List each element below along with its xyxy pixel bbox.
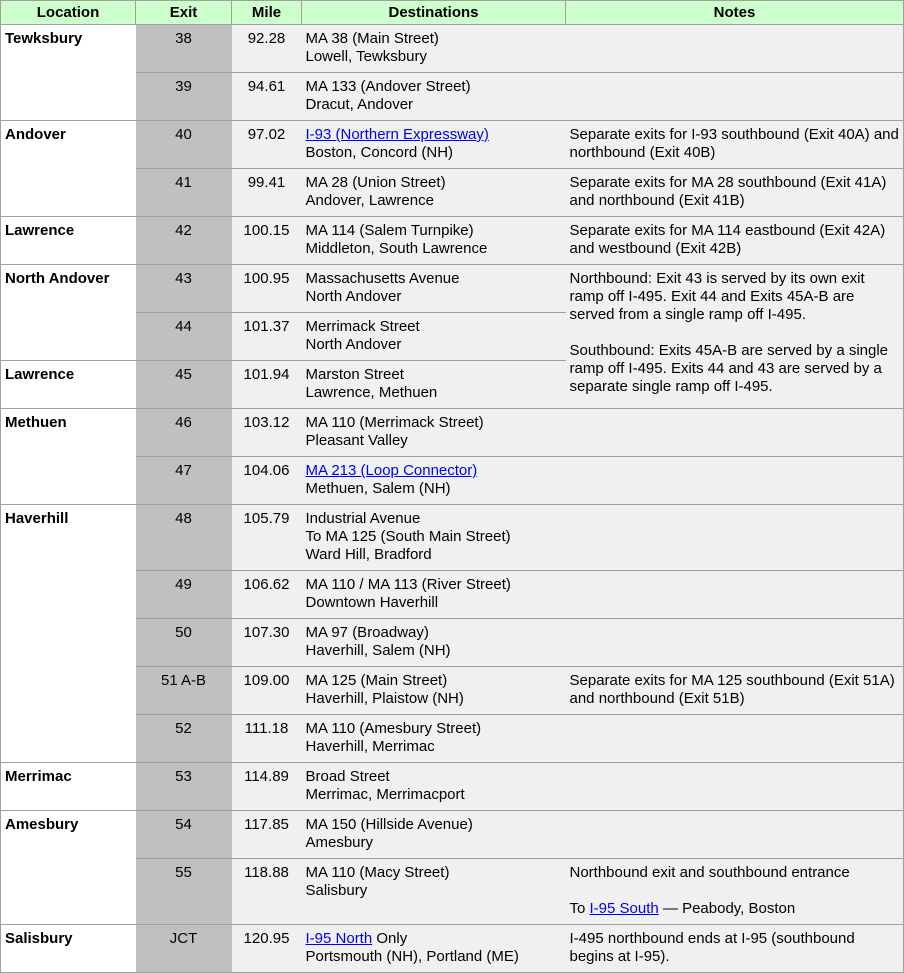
route-name: MA 110 (Amesbury Street): [305, 720, 482, 737]
exit-cell: 43: [136, 265, 232, 313]
location-cell: Andover: [1, 121, 136, 217]
exit-cell: 38: [136, 25, 232, 73]
location-cell: Merrimac: [1, 763, 136, 811]
control-cities: North Andover: [305, 288, 402, 305]
exit-cell: 53: [136, 763, 232, 811]
route-name: MA 110 (Merrimack Street): [305, 414, 484, 431]
table-row: [1, 667, 904, 715]
i95-destinations: — Peabody, Boston: [658, 900, 796, 917]
mile-cell: 94.61: [232, 73, 302, 121]
control-cities: Haverhill, Salem (NH): [305, 642, 451, 659]
notes-cell: Separate exits for I-93 southbound (Exit 40A) and northbound (Exit 40B): [566, 121, 904, 169]
destination-cell: [302, 811, 566, 859]
destination-cell: [302, 667, 566, 715]
destination-cell: [302, 763, 566, 811]
northbound-note: Northbound: Exit 43 is served by its own exit ramp off I-495. Exit 44 and Exits 45A-B are served from a single ramp off I-495.: [569, 270, 865, 323]
notes-cell: [566, 811, 904, 859]
control-cities: Merrimac, Merrimacport: [305, 786, 465, 803]
exit-cell: 49: [136, 571, 232, 619]
notes-cell: Separate exits for MA 114 eastbound (Exit 42A) and westbound (Exit 42B): [566, 217, 904, 265]
exit-header: Exit: [136, 1, 232, 25]
route-name: MA 125 (Main Street): [305, 672, 448, 689]
mile-cell: 111.18: [232, 715, 302, 763]
mile-cell: 105.79: [232, 505, 302, 571]
control-cities: Methuen, Salem (NH): [305, 480, 451, 497]
destination-cell: [302, 121, 566, 169]
control-cities: Ward Hill, Bradford: [305, 546, 432, 563]
southbound-note: Southbound: Exits 45A-B are served by a single ramp off I-495. Exits 44 and 43 are served by a separate single ramp off I-495.: [569, 342, 889, 395]
i95-north-link[interactable]: I-95 North: [305, 930, 373, 947]
mile-cell: 101.37: [232, 313, 302, 361]
control-cities: Lowell, Tewksbury: [305, 48, 427, 65]
route-name: To MA 125 (South Main Street): [305, 528, 511, 545]
table-row: [1, 217, 904, 265]
location-cell: Methuen: [1, 409, 136, 505]
to-label: To: [569, 900, 586, 917]
exit-cell: 47: [136, 457, 232, 505]
destination-cell: [302, 25, 566, 73]
destination-cell: [302, 715, 566, 763]
control-cities: Lawrence, Methuen: [305, 384, 438, 401]
table-row: [1, 121, 904, 169]
notes-cell: Separate exits for MA 125 southbound (Exit 51A) and northbound (Exit 51B): [566, 667, 904, 715]
mile-cell: 117.85: [232, 811, 302, 859]
notes-cell: [566, 619, 904, 667]
notes-cell: [566, 457, 904, 505]
mile-cell: 97.02: [232, 121, 302, 169]
exit-cell: 46: [136, 409, 232, 457]
mile-cell: 101.94: [232, 361, 302, 409]
notes-cell: [566, 859, 904, 925]
mile-cell: 118.88: [232, 859, 302, 925]
exit-cell: JCT: [136, 925, 232, 973]
destination-cell: [302, 169, 566, 217]
route-name: Merrimack Street: [305, 318, 420, 335]
mile-cell: 114.89: [232, 763, 302, 811]
exit-cell: 44: [136, 313, 232, 361]
route-name: MA 28 (Union Street): [305, 174, 446, 191]
location-cell: Lawrence: [1, 361, 136, 409]
control-cities: Amesbury: [305, 834, 374, 851]
destination-cell: [302, 505, 566, 571]
mile-cell: 100.95: [232, 265, 302, 313]
mile-cell: 109.00: [232, 667, 302, 715]
notes-cell: [566, 73, 904, 121]
control-cities: Portsmouth (NH), Portland (ME): [305, 948, 519, 965]
route-name: MA 38 (Main Street): [305, 30, 439, 47]
route-name: Marston Street: [305, 366, 404, 383]
location-cell: Lawrence: [1, 217, 136, 265]
destination-cell: [302, 409, 566, 457]
notes-cell: [566, 25, 904, 73]
exit-cell: 48: [136, 505, 232, 571]
only-label: Only: [372, 930, 408, 947]
route-name: MA 110 / MA 113 (River Street): [305, 576, 511, 593]
location-cell: Haverhill: [1, 505, 136, 763]
notes-cell: [566, 505, 904, 571]
i93-link[interactable]: I-93 (Northern Expressway): [305, 126, 489, 143]
route-name: MA 97 (Broadway): [305, 624, 429, 641]
exit-cell: 39: [136, 73, 232, 121]
destination-cell: [302, 361, 566, 409]
destination-cell: [302, 925, 566, 973]
i95-note: [570, 900, 900, 918]
table-row: [1, 859, 904, 925]
destination-cell: [302, 619, 566, 667]
route-name: MA 133 (Andover Street): [305, 78, 471, 95]
table-row: [1, 409, 904, 457]
table-row: [1, 715, 904, 763]
ma213-link[interactable]: MA 213 (Loop Connector): [305, 462, 478, 479]
mile-cell: 107.30: [232, 619, 302, 667]
mile-cell: 99.41: [232, 169, 302, 217]
mile-cell: 120.95: [232, 925, 302, 973]
route-name: MA 110 (Macy Street): [305, 864, 450, 881]
table-row: [1, 505, 904, 571]
mile-cell: 100.15: [232, 217, 302, 265]
location-header: Location: [1, 1, 136, 25]
route-name: MA 150 (Hillside Avenue): [305, 816, 473, 833]
destination-cell: [302, 859, 566, 925]
table-row: [1, 265, 904, 313]
control-cities: Boston, Concord (NH): [305, 144, 454, 161]
table-row: [1, 619, 904, 667]
control-cities: Haverhill, Plaistow (NH): [305, 690, 464, 707]
exit-cell: 42: [136, 217, 232, 265]
exit-cell: 45: [136, 361, 232, 409]
destination-cell: [302, 217, 566, 265]
route-name: Broad Street: [305, 768, 390, 785]
route-name: Industrial Avenue: [305, 510, 421, 527]
destination-cell: [302, 265, 566, 313]
exit-cell: 41: [136, 169, 232, 217]
location-cell: Amesbury: [1, 811, 136, 925]
exit-cell: 50: [136, 619, 232, 667]
location-cell: Salisbury: [1, 925, 136, 973]
notes-cell: [566, 265, 904, 409]
location-cell: Tewksbury: [1, 25, 136, 121]
notes-cell: [566, 763, 904, 811]
exit-cell: 54: [136, 811, 232, 859]
table-row: [1, 457, 904, 505]
mile-cell: 106.62: [232, 571, 302, 619]
control-cities: Andover, Lawrence: [305, 192, 434, 209]
table-row: [1, 571, 904, 619]
northbound-note: Northbound exit and southbound entrance: [569, 864, 850, 881]
notes-cell: [566, 715, 904, 763]
route-name: MA 114 (Salem Turnpike): [305, 222, 474, 239]
destination-cell: [302, 457, 566, 505]
control-cities: Downtown Haverhill: [305, 594, 439, 611]
i95-south-link[interactable]: I-95 South: [589, 900, 659, 917]
control-cities: North Andover: [305, 336, 402, 353]
notes-cell: Separate exits for MA 28 southbound (Exit 41A) and northbound (Exit 41B): [566, 169, 904, 217]
mile-header: Mile: [232, 1, 302, 25]
destination-cell: [302, 73, 566, 121]
exit-cell: 40: [136, 121, 232, 169]
table-row: [1, 925, 904, 973]
control-cities: Dracut, Andover: [305, 96, 414, 113]
table-row: [1, 811, 904, 859]
header-row: [1, 1, 904, 25]
destinations-header: Destinations: [302, 1, 566, 25]
route-name: Massachusetts Avenue: [305, 270, 460, 287]
notes-cell: I-495 northbound ends at I-95 (southbound begins at I-95).: [566, 925, 904, 973]
notes-cell: [566, 571, 904, 619]
table-row: [1, 25, 904, 73]
control-cities: Pleasant Valley: [305, 432, 408, 449]
table-row: [1, 763, 904, 811]
table-row: [1, 169, 904, 217]
exit-cell: 51 A-B: [136, 667, 232, 715]
exit-cell: 55: [136, 859, 232, 925]
exit-cell: 52: [136, 715, 232, 763]
control-cities: Haverhill, Merrimac: [305, 738, 435, 755]
notes-cell: [566, 409, 904, 457]
control-cities: Salisbury: [305, 882, 368, 899]
control-cities: Middleton, South Lawrence: [305, 240, 488, 257]
notes-header: Notes: [566, 1, 904, 25]
table-row: [1, 73, 904, 121]
location-cell: North Andover: [1, 265, 136, 361]
mile-cell: 103.12: [232, 409, 302, 457]
destination-cell: [302, 313, 566, 361]
mile-cell: 92.28: [232, 25, 302, 73]
mile-cell: 104.06: [232, 457, 302, 505]
destination-cell: [302, 571, 566, 619]
